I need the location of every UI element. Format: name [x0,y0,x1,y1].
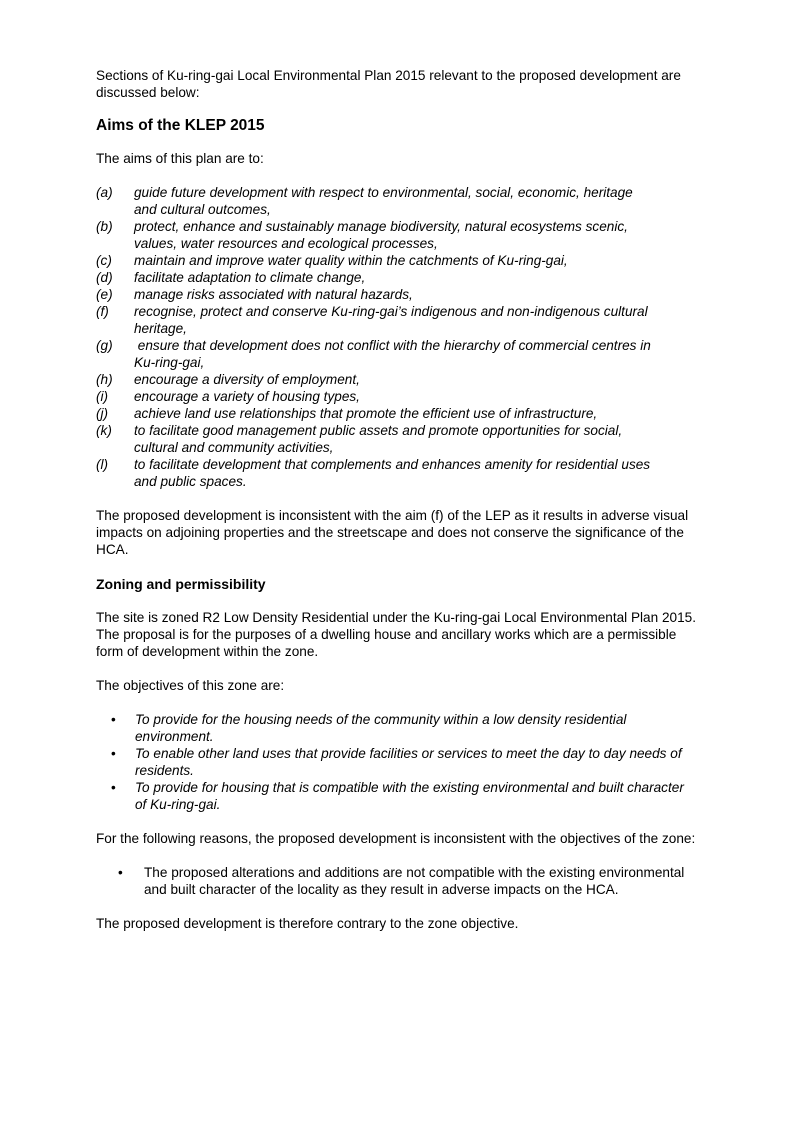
list-item [96,286,656,303]
list-item [96,388,656,405]
intro-paragraph: Sections of Ku-ring-gai Local Environmental Plan 2015 relevant to the proposed development are discussed below: [96,68,681,100]
list-item-text: encourage a variety of housing types, [134,389,360,404]
reasons-lead: For the following reasons, the proposed development is inconsistent with the objectives of the zone: [96,831,696,846]
list-marker: (b) [96,219,113,234]
document-page [96,67,696,949]
list-marker: (c) [96,253,112,268]
reasons-list [96,864,696,898]
list-marker: (i) [96,389,109,404]
list-marker: (h) [96,372,113,387]
list-item [96,252,656,269]
list-item [96,337,656,371]
list-item [96,745,696,779]
list-item [96,371,656,388]
list-item [96,779,696,813]
list-marker: (k) [96,423,112,438]
list-item-text: to facilitate good management public assets and promote opportunities for social, cultural and community activities, [134,423,623,455]
list-marker: (d) [96,270,113,285]
list-item-text: maintain and improve water quality within the catchments of Ku-ring-gai, [134,253,568,268]
list-item [96,218,656,252]
list-item [96,269,656,286]
list-item-text: ensure that development does not conflict with the hierarchy of commercial centres in Ku-ring-gai, [134,338,655,370]
list-item-text: To enable other land uses that provide facilities or services to meet the day to day needs of residents. [135,746,682,778]
list-item-text: The proposed alterations and additions are not compatible with the existing environmental and built character of the locality as they result in adverse impacts on the HCA. [144,865,685,897]
list-item-text: protect, enhance and sustainably manage biodiversity, natural ecosystems scenic, values, water resources and ecological processes, [134,219,628,251]
list-item-text: encourage a diversity of employment, [134,372,360,387]
list-item [96,422,656,456]
bullet-icon: • [111,780,116,795]
zoning-heading: Zoning and permissibility [96,576,266,592]
list-item-text: guide future development with respect to environmental, social, economic, heritage and cultural outcomes, [134,185,633,217]
list-item [96,864,696,898]
list-marker: (f) [96,304,109,319]
list-marker: (l) [96,457,109,472]
objectives-list [96,711,696,813]
list-item-text: facilitate adaptation to climate change, [134,270,366,285]
list-item [96,456,656,490]
list-item-text: achieve land use relationships that promote the efficient use of infrastructure, [134,406,598,421]
aims-conclusion: The proposed development is inconsistent with the aim (f) of the LEP as it results in adverse visual impacts on adjoining properties and the streetscape and does not conserve the significance of the HCA. [96,508,689,557]
list-item-text: to facilitate development that complements and enhances amenity for residential uses and public spaces. [134,457,651,489]
list-marker: (g) [96,338,113,353]
bullet-icon: • [111,746,116,761]
aims-lead: The aims of this plan are to: [96,151,264,166]
zoning-conclusion: The proposed development is therefore contrary to the zone objective. [96,916,519,931]
bullet-icon: • [111,712,116,727]
list-item [96,184,656,218]
list-item-text: To provide for housing that is compatible with the existing environmental and built character of Ku-ring-gai. [135,780,684,812]
list-item [96,303,656,337]
list-item [96,711,696,745]
list-marker: (j) [96,406,109,421]
bullet-icon: • [118,865,123,880]
list-item-text: manage risks associated with natural hazards, [134,287,413,302]
zoning-paragraph: The site is zoned R2 Low Density Residential under the Ku-ring-gai Local Environmental Plan 2015. The proposal is for the purposes of a dwelling house and ancillary works which are a permissible form of development within the zone. [96,610,696,659]
objectives-lead: The objectives of this zone are: [96,678,285,693]
aims-list [96,184,656,490]
list-item-text: To provide for the housing needs of the community within a low density residential environment. [135,712,627,744]
aims-heading: Aims of the KLEP 2015 [96,117,265,134]
list-marker: (e) [96,287,113,302]
list-item-text: recognise, protect and conserve Ku-ring-gai’s indigenous and non-indigenous cultural heritage, [134,304,648,336]
list-item [96,405,656,422]
list-marker: (a) [96,185,113,200]
